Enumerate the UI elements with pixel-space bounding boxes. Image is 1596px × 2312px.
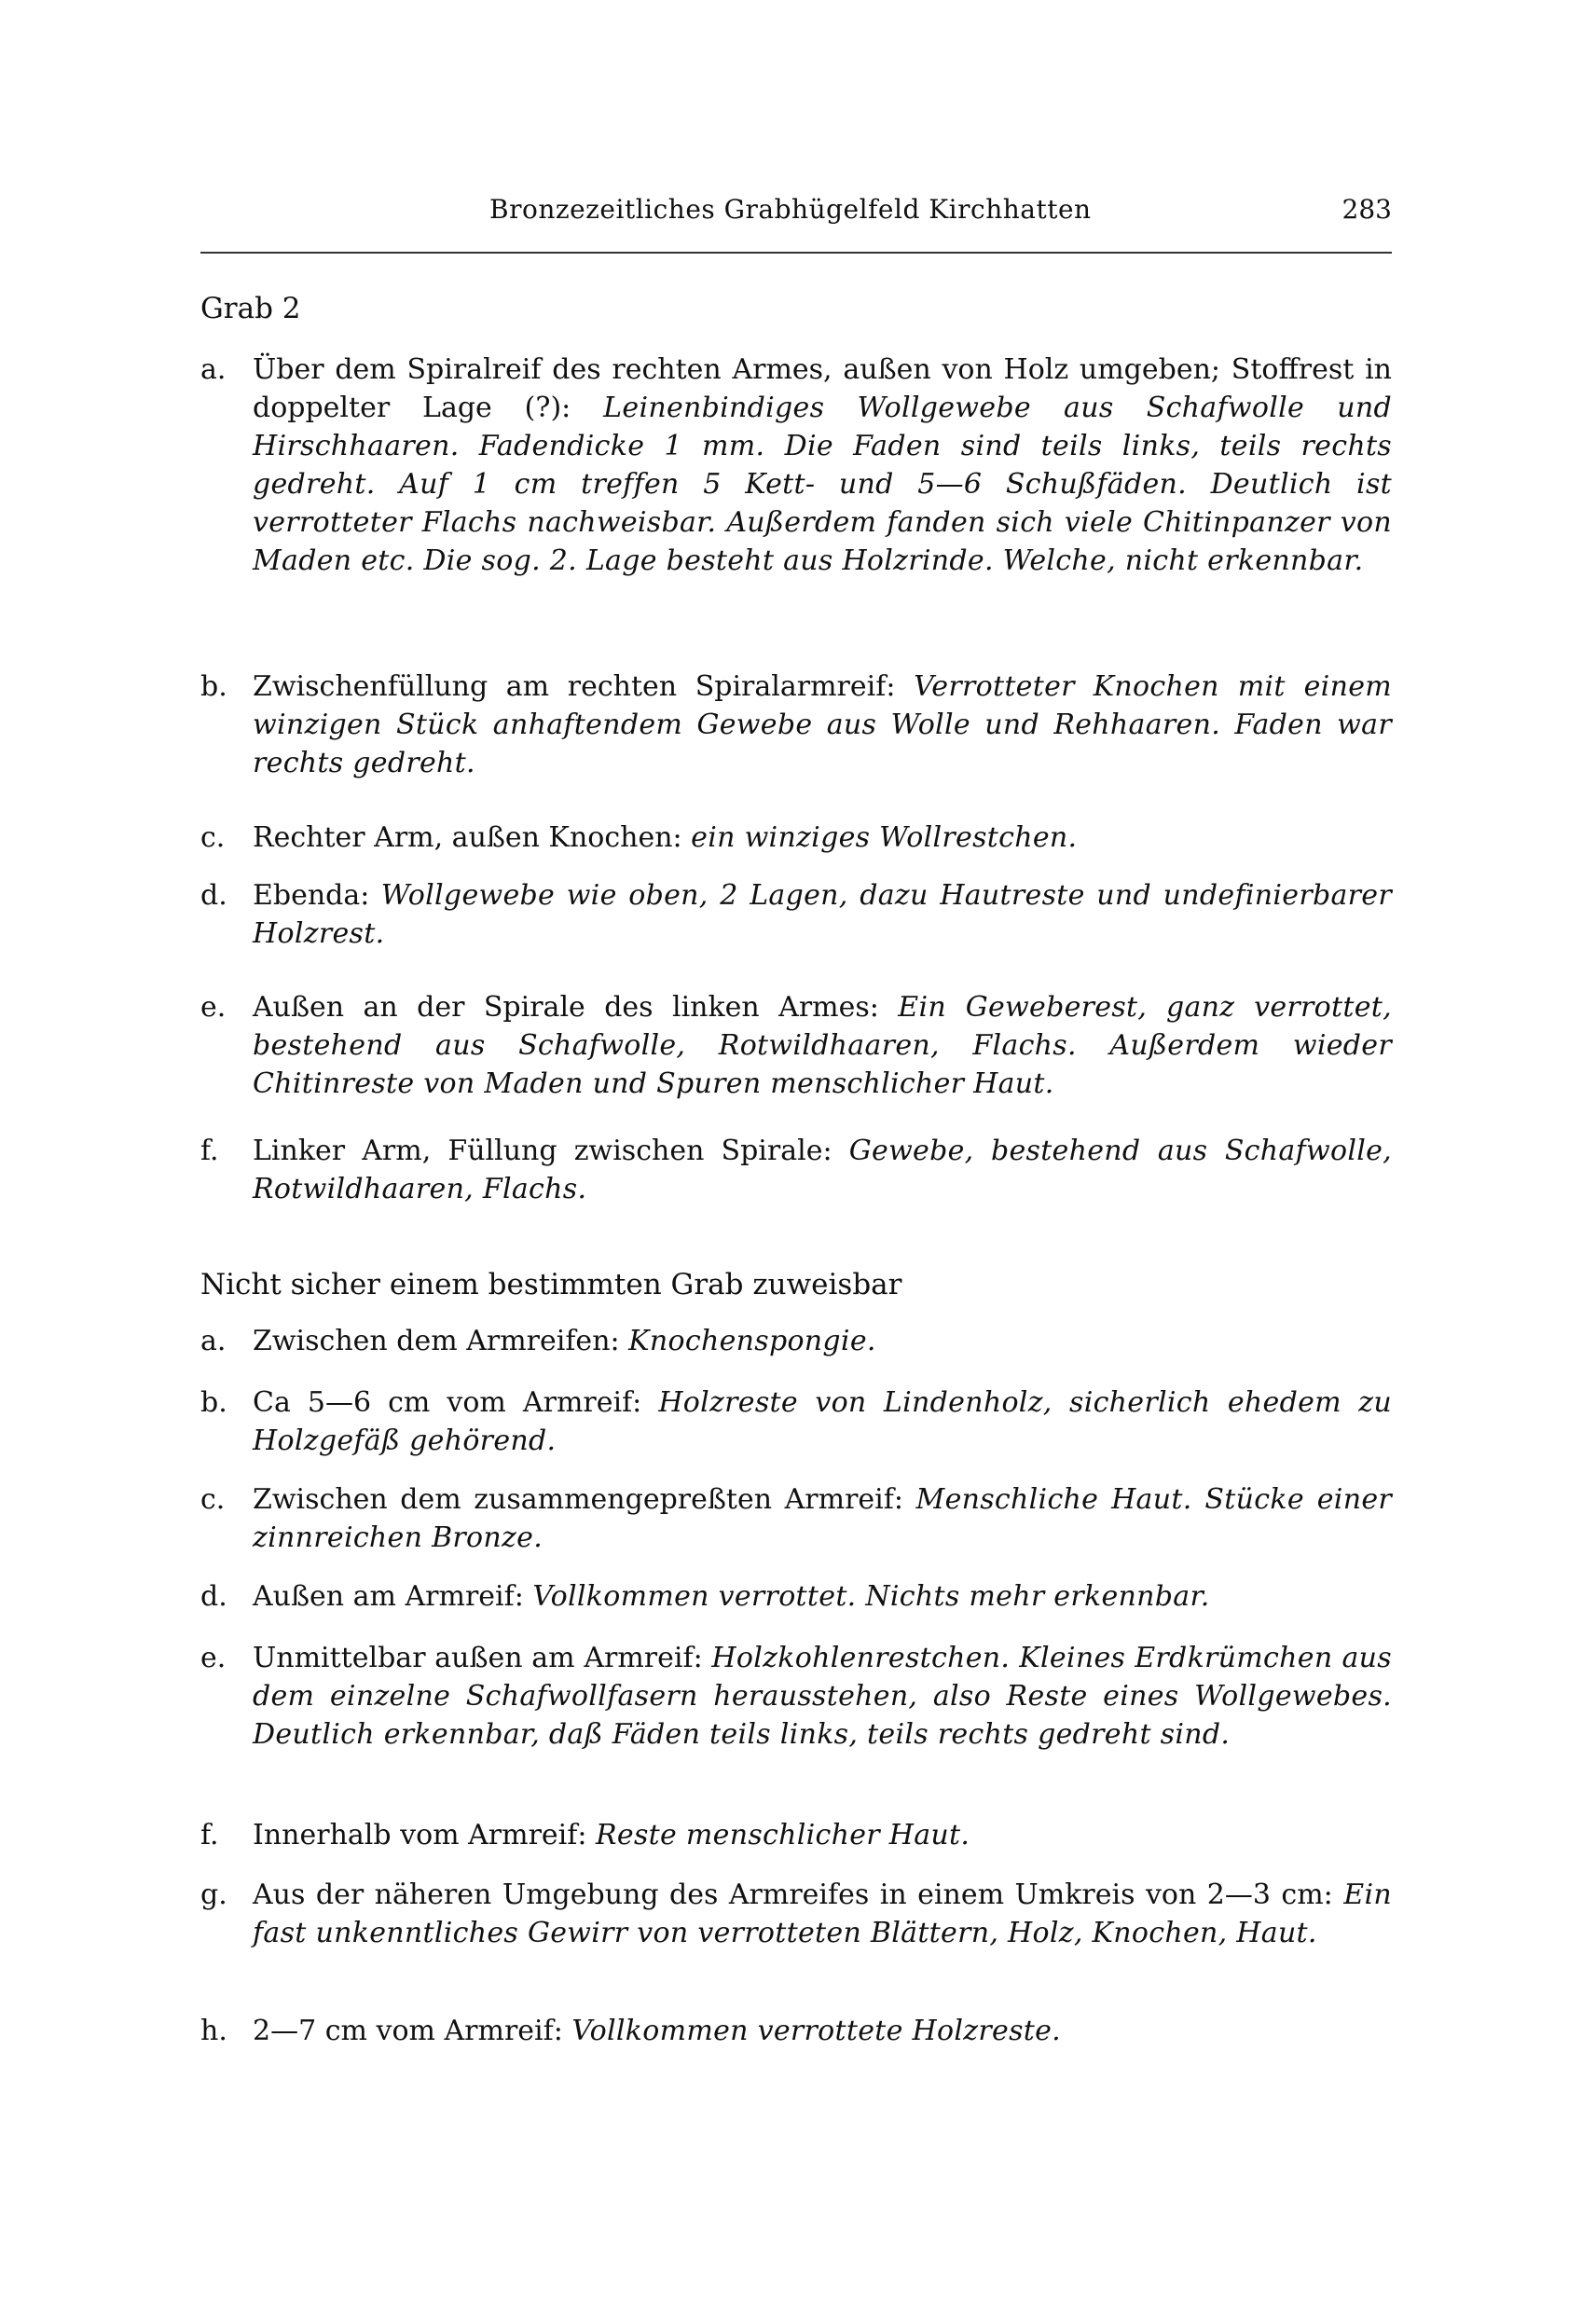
page-number: 283 [1341,194,1392,225]
item-marker: c. [200,821,226,854]
section-heading-unassigned: Nicht sicher einem bestimmten Grab zuweisbar [200,1268,902,1301]
item-description: Gewebe, bestehend aus Schafwolle, Rotwildhaaren, Flachs. [253,1135,1392,1205]
item-marker: g. [200,1878,227,1911]
item-marker: e. [200,991,227,1024]
item-body [253,1577,1392,1616]
item-marker: d. [200,1580,227,1613]
item-body [253,988,1392,1103]
item-lead: Ebenda: [253,879,381,912]
item-description: Holzkohlenrestchen. Kleines Erdkrümchen aus dem einzelne Schafwollfasern herausstehen, also Reste eines Wollgewebes. Deutlich erkennbar, daß Fäden teils links, teils rechts gedreht sind. [253,1642,1392,1751]
item-body [253,1480,1392,1557]
item-description: Leinenbindiges Wollgewebe aus Schafwolle und Hirschhaaren. Fadendicke 1 mm. Die Faden sind teils links, teils rechts gedreht. Auf 1 cm treffen 5 Kett- und 5—6 Schußfäden. Deutlich ist verrotteter Flachs nachweisbar. Außerdem fanden sich viele Chitinpanzer von Maden etc. Die sog. 2. Lage besteht aus Holzrinde. Welche, nicht erkennbar. [253,392,1392,577]
list-item [200,876,1392,953]
item-description: Wollgewebe wie oben, 2 Lagen, dazu Hautreste und undefinierbarer Holzrest. [253,879,1392,950]
list-item [200,1322,1392,1360]
running-title: Bronzezeitliches Grabhügelfeld Kirchhatten [489,194,1092,225]
item-lead: Über dem Spiralreif des rechten Armes, außen von Holz umgeben; Stoffrest in doppelter Lage (?): [253,353,1392,424]
item-lead: Zwischenfüllung am rechten Spiralarmreif: [253,670,915,703]
item-marker: b. [200,670,227,703]
list-item [200,1132,1392,1208]
item-description: Vollkommen verrottet. Nichts mehr erkennbar. [532,1580,1210,1613]
item-description: Menschliche Haut. Stücke einer zinnreichen Bronze. [253,1483,1393,1554]
item-marker: f. [200,1819,219,1851]
item-lead: Ca 5—6 cm vom Armreif: [253,1386,659,1419]
item-lead: Aus der näheren Umgebung des Armreifes in einem Umkreis von 2—3 cm: [253,1878,1344,1911]
item-body [253,1816,1392,1854]
item-body [253,1132,1392,1208]
list-item [200,351,1392,580]
item-lead: Zwischen dem Armreifen: [253,1325,629,1357]
list-item [200,1577,1392,1616]
item-lead: Linker Arm, Füllung zwischen Spirale: [253,1135,849,1167]
item-description: Ein Geweberest, ganz verrottet, bestehend aus Schafwolle, Rotwildhaaren, Flachs. Außerdem wieder Chitinreste von Maden und Spuren menschlicher Haut. [253,991,1392,1100]
item-lead: Außen an der Spirale des linken Armes: [253,991,899,1024]
item-marker: f. [200,1135,219,1167]
list-item [200,2012,1392,2050]
item-body [253,819,1392,857]
item-lead: Außen am Armreif: [253,1580,533,1613]
list-item [200,1480,1392,1557]
list-item [200,988,1392,1103]
item-body [253,1639,1392,1754]
list-item [200,1383,1392,1460]
item-description: Ein fast unkenntliches Gewirr von verrotteten Blättern, Holz, Knochen, Haut. [253,1878,1392,1949]
item-marker: c. [200,1483,226,1516]
item-description: ein winziges Wollrestchen. [691,821,1078,854]
item-body [253,1876,1392,1952]
item-lead: Rechter Arm, außen Knochen: [253,821,692,854]
item-marker: d. [200,879,227,912]
list-item [200,1816,1392,1854]
item-body [253,876,1392,953]
item-description: Reste menschlicher Haut. [596,1819,970,1851]
item-lead: Unmittelbar außen am Armreif: [253,1642,712,1674]
item-body [253,667,1392,782]
item-lead: 2—7 cm vom Armreif: [253,2015,572,2047]
list-item [200,1876,1392,1952]
item-marker: a. [200,353,227,386]
list-item [200,667,1392,782]
header-rule [200,252,1392,254]
item-description: Vollkommen verrottete Holzreste. [571,2015,1062,2047]
list-item [200,1639,1392,1754]
item-lead: Zwischen dem zusammengepreßten Armreif: [253,1483,916,1516]
item-marker: e. [200,1642,227,1674]
section-heading-grab-2: Grab 2 [200,292,301,325]
item-marker: b. [200,1386,227,1419]
item-body [253,1322,1392,1360]
item-description: Holzreste von Lindenholz, sicherlich ehedem zu Holzgefäß gehörend. [253,1386,1392,1457]
item-body [253,1383,1392,1460]
item-description: Knochenspongie. [628,1325,876,1357]
item-marker: h. [200,2015,227,2047]
item-lead: Innerhalb vom Armreif: [253,1819,597,1851]
running-header [200,194,1392,241]
list-item [200,819,1392,857]
item-marker: a. [200,1325,227,1357]
item-body [253,351,1392,580]
item-body [253,2012,1392,2050]
item-description: Verrotteter Knochen mit einem winzigen Stück anhaftendem Gewebe aus Wolle und Rehhaaren. Faden war rechts gedreht. [253,670,1392,779]
